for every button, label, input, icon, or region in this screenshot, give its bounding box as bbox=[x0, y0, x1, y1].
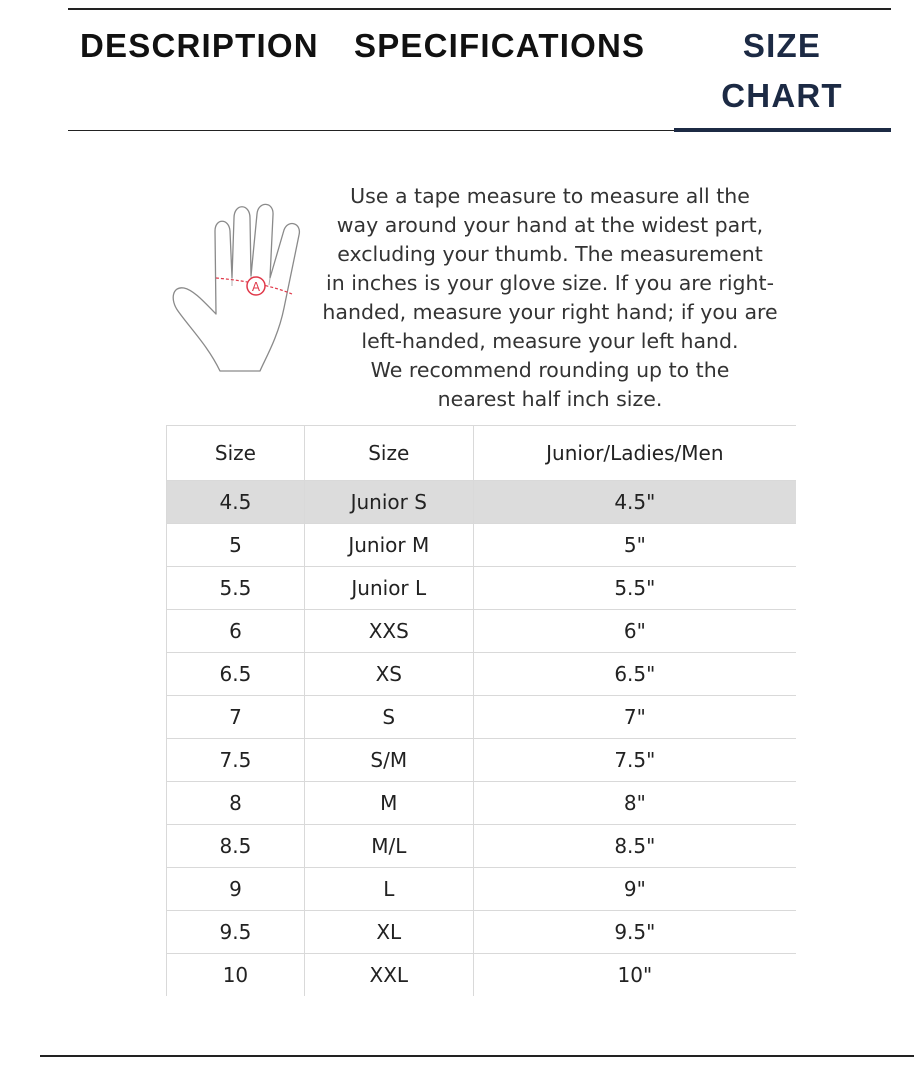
size-chart-table bbox=[166, 425, 796, 996]
table-cell: 7.5" bbox=[473, 739, 796, 782]
table-cell: XL bbox=[304, 911, 473, 954]
table-row bbox=[167, 825, 797, 868]
table-cell: 7 bbox=[167, 696, 305, 739]
table-cell: XXL bbox=[304, 954, 473, 997]
hand-measurement-icon bbox=[168, 196, 318, 376]
tab-description[interactable]: DESCRIPTION bbox=[80, 27, 319, 64]
column-header: Size bbox=[167, 426, 305, 481]
tab-size-chart-line1: SIZE bbox=[742, 27, 822, 64]
table-row bbox=[167, 739, 797, 782]
table-row bbox=[167, 481, 797, 524]
table-cell: 7" bbox=[473, 696, 796, 739]
table-row bbox=[167, 868, 797, 911]
table-cell: 9.5" bbox=[473, 911, 796, 954]
table-cell: S bbox=[304, 696, 473, 739]
table-row bbox=[167, 567, 797, 610]
instruction-line: excluding your thumb. The measurement bbox=[337, 242, 763, 266]
table-cell: 8.5 bbox=[167, 825, 305, 868]
table-cell: M bbox=[304, 782, 473, 825]
table-row bbox=[167, 653, 797, 696]
table-cell: 8 bbox=[167, 782, 305, 825]
table-cell: 6.5" bbox=[473, 653, 796, 696]
tab-size-chart-line2: CHART bbox=[721, 77, 843, 114]
table-row bbox=[167, 911, 797, 954]
table-cell: 9" bbox=[473, 868, 796, 911]
table-cell: 9.5 bbox=[167, 911, 305, 954]
instruction-line: way around your hand at the widest part, bbox=[336, 213, 764, 237]
tab-specifications[interactable]: SPECIFICATIONS bbox=[354, 27, 646, 64]
instruction-line: handed, measure your right hand; if you are bbox=[322, 300, 778, 324]
table-cell: 6" bbox=[473, 610, 796, 653]
table-cell: 8" bbox=[473, 782, 796, 825]
tabs-bottom-divider bbox=[68, 130, 674, 131]
table-cell: S/M bbox=[304, 739, 473, 782]
instruction-line: in inches is your glove size. If you are right- bbox=[326, 271, 774, 295]
table-cell: 5.5 bbox=[167, 567, 305, 610]
column-header: Junior/Ladies/Men bbox=[473, 426, 796, 481]
instruction-line: left-handed, measure your left hand. bbox=[361, 329, 739, 353]
tabs-top-divider bbox=[68, 8, 891, 10]
table-cell: 6.5 bbox=[167, 653, 305, 696]
table-cell: L bbox=[304, 868, 473, 911]
active-tab-indicator bbox=[674, 128, 891, 132]
table-row bbox=[167, 524, 797, 567]
instruction-line: Use a tape measure to measure all the bbox=[350, 184, 750, 208]
table-row bbox=[167, 610, 797, 653]
table-cell: 4.5" bbox=[473, 481, 796, 524]
table-cell: M/L bbox=[304, 825, 473, 868]
measuring-instructions bbox=[312, 182, 788, 414]
table-cell: 8.5" bbox=[473, 825, 796, 868]
instruction-line: nearest half inch size. bbox=[437, 387, 663, 411]
column-header: Size bbox=[304, 426, 473, 481]
table-cell: 5 bbox=[167, 524, 305, 567]
table-cell: Junior S bbox=[304, 481, 473, 524]
tab-size-chart[interactable] bbox=[706, 21, 858, 121]
table-cell: Junior M bbox=[304, 524, 473, 567]
table-row bbox=[167, 954, 797, 997]
table-cell: 4.5 bbox=[167, 481, 305, 524]
table-header-row bbox=[167, 426, 797, 481]
table-cell: 9 bbox=[167, 868, 305, 911]
table-row bbox=[167, 696, 797, 739]
instruction-line: We recommend rounding up to the bbox=[370, 358, 730, 382]
table-cell: 5.5" bbox=[473, 567, 796, 610]
table-cell: XS bbox=[304, 653, 473, 696]
table-cell: 6 bbox=[167, 610, 305, 653]
table-row bbox=[167, 782, 797, 825]
table-cell: 5" bbox=[473, 524, 796, 567]
table-cell: XXS bbox=[304, 610, 473, 653]
table-cell: Junior L bbox=[304, 567, 473, 610]
hand-marker-label: A bbox=[251, 280, 261, 294]
table-cell: 10" bbox=[617, 963, 653, 987]
table-cell: 7.5 bbox=[167, 739, 305, 782]
table-cell: 10 bbox=[167, 954, 305, 997]
section-bottom-divider bbox=[40, 1055, 914, 1057]
